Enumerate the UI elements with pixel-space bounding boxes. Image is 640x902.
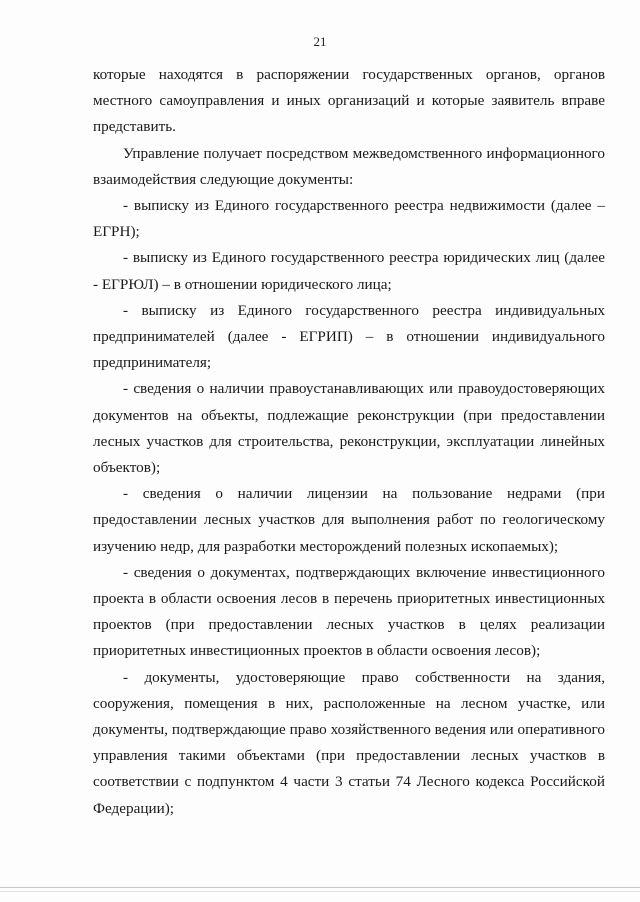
paragraph-intro: Управление получает посредством межведомственного информационного взаимодействия следующие документы: (93, 144, 605, 188)
list-item-subsoil-license: - сведения о наличии лицензии на пользование недрами (при предоставлении лесных участков для выполнения работ по геологическому изучению недр, для разработки месторождений полезных ископаемых); (93, 485, 605, 555)
scan-edge-line-faint (0, 891, 640, 892)
document-body (93, 62, 605, 822)
list-item-investment-project: - сведения о документах, подтверждающих включение инвестиционного проекта в области освоения лесов в перечень приоритетных инвестиционных проектов (при предоставлении лесных участков в целях реализации приоритетных инвестиционных проектов в области освоения лесов); (93, 563, 605, 660)
list-item-title-documents: - сведения о наличии правоустанавливающих или правоудостоверяющих документов на объекты, подлежащие реконструкции (при предоставлении лесных участков для строительства, реконструкции, эксплуатации линейных объектов); (93, 380, 605, 477)
paragraph-continuation: которые находятся в распоряжении государственных органов, органов местного самоуправления и иных организаций и которые заявитель вправе представить. (93, 66, 605, 136)
list-item-egrul: - выписку из Единого государственного реестра юридических лиц (далее - ЕГРЮЛ) – в отношении юридического лица; (93, 249, 605, 293)
list-item-ownership-documents: - документы, удостоверяющие право собственности на здания, сооружения, помещения в них, расположенные на лесном участке, или документы, подтверждающие право хозяйственного ведения или оперативного управления такими объектами (при предоставлении лесных участков в соответствии с подпунктом 4 части 3 статьи 74 Лесного кодекса Российской Федерации); (93, 668, 605, 817)
page-number: 21 (313, 34, 327, 49)
list-item-egrn: - выписку из Единого государственного реестра недвижимости (далее – ЕГРН); (93, 197, 605, 241)
list-item-egrip: - выписку из Единого государственного реестра индивидуальных предпринимателей (далее - ЕГРИП) – в отношении индивидуального предпринимателя; (93, 301, 605, 372)
scan-edge-line (0, 887, 640, 888)
